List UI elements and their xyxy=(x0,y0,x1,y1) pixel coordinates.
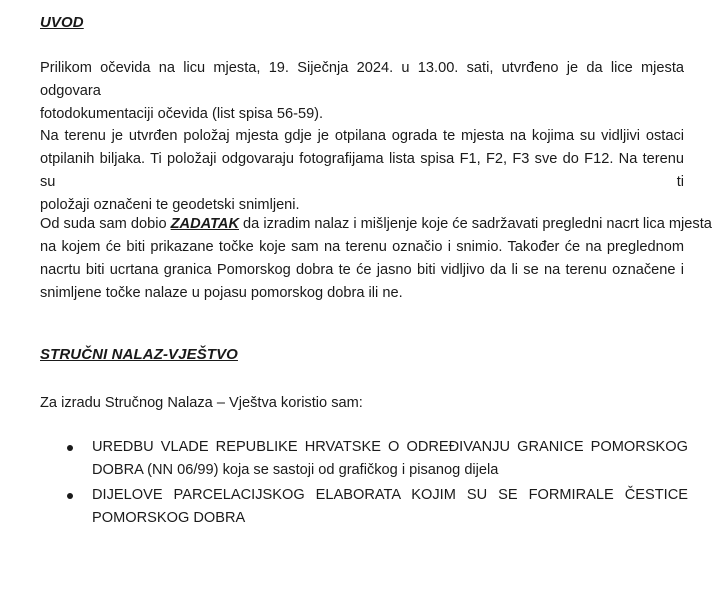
paragraph-line: na kojem će biti prikazane točke koje sam na terenu označio i snimio. Također će na preglednom xyxy=(40,239,684,255)
list-item xyxy=(92,484,688,530)
paragraph-line: snimljene točke nalaze u pojasu pomorskog dobra ili ne. xyxy=(40,285,403,301)
list-item-line: UREDBU VLADE REPUBLIKE HRVATSKE O ODREĐIVANJU GRANICE POMORSKOG xyxy=(92,439,688,455)
paragraph-line: otpilanih biljaka. Ti položaji odgovaraju fotografijama lista spisa F1, F2, F3 sve do F12. Na terenu su ti xyxy=(40,151,684,190)
list-item-line: DIJELOVE PARCELACIJSKOG ELABORATA KOJIM SU SE FORMIRALE ČESTICE xyxy=(92,487,688,503)
list-item-line: POMORSKOG DOBRA xyxy=(92,510,246,526)
section-heading-strucni-nalaz: STRUČNI NALAZ-VJEŠTVO xyxy=(40,346,238,363)
zadatak-emphasis: ZADATAK xyxy=(170,216,239,232)
bullet-icon xyxy=(67,493,73,499)
paragraph-teren xyxy=(40,125,684,217)
paragraph-line: Na terenu je utvrđen položaj mjesta gdje je otpilana ograda te mjesta na kojima su vidljivi ostaci xyxy=(40,128,684,144)
list-item-line: DOBRA (NN 06/99) koja se sastoji od grafičkog i pisanog dijela xyxy=(92,462,499,478)
paragraph-text: da izradim nalaz i mišljenje koje će sadržavati pregledni nacrt lica mjesta xyxy=(238,216,712,232)
paragraph-line: Za izradu Stručnog Nalaza – Vještva koristio sam: xyxy=(40,395,363,411)
paragraph-line: položaji označeni te geodetski snimljeni. xyxy=(40,197,300,213)
paragraph-line xyxy=(40,213,712,236)
paragraph-line: Prilikom očevida na licu mjesta, 19. Siječnja 2024. u 13.00. sati, utvrđeno je da lice mjesta odgovara xyxy=(40,60,684,99)
nalaz-intro xyxy=(40,392,684,415)
paragraph-text: Od suda sam dobio xyxy=(40,216,171,232)
paragraph-zadatak xyxy=(40,213,712,305)
paragraph-line: fotodokumentaciji očevida (list spisa 56-59). xyxy=(40,106,324,122)
bullet-icon xyxy=(67,445,73,451)
paragraph-line: nacrtu biti ucrtana granica Pomorskog dobra te će jasno biti vidljivo da li se na terenu označene i xyxy=(40,262,684,278)
section-heading-uvod: UVOD xyxy=(40,14,84,31)
list-item xyxy=(92,436,688,482)
paragraph-ocevid xyxy=(40,57,684,126)
